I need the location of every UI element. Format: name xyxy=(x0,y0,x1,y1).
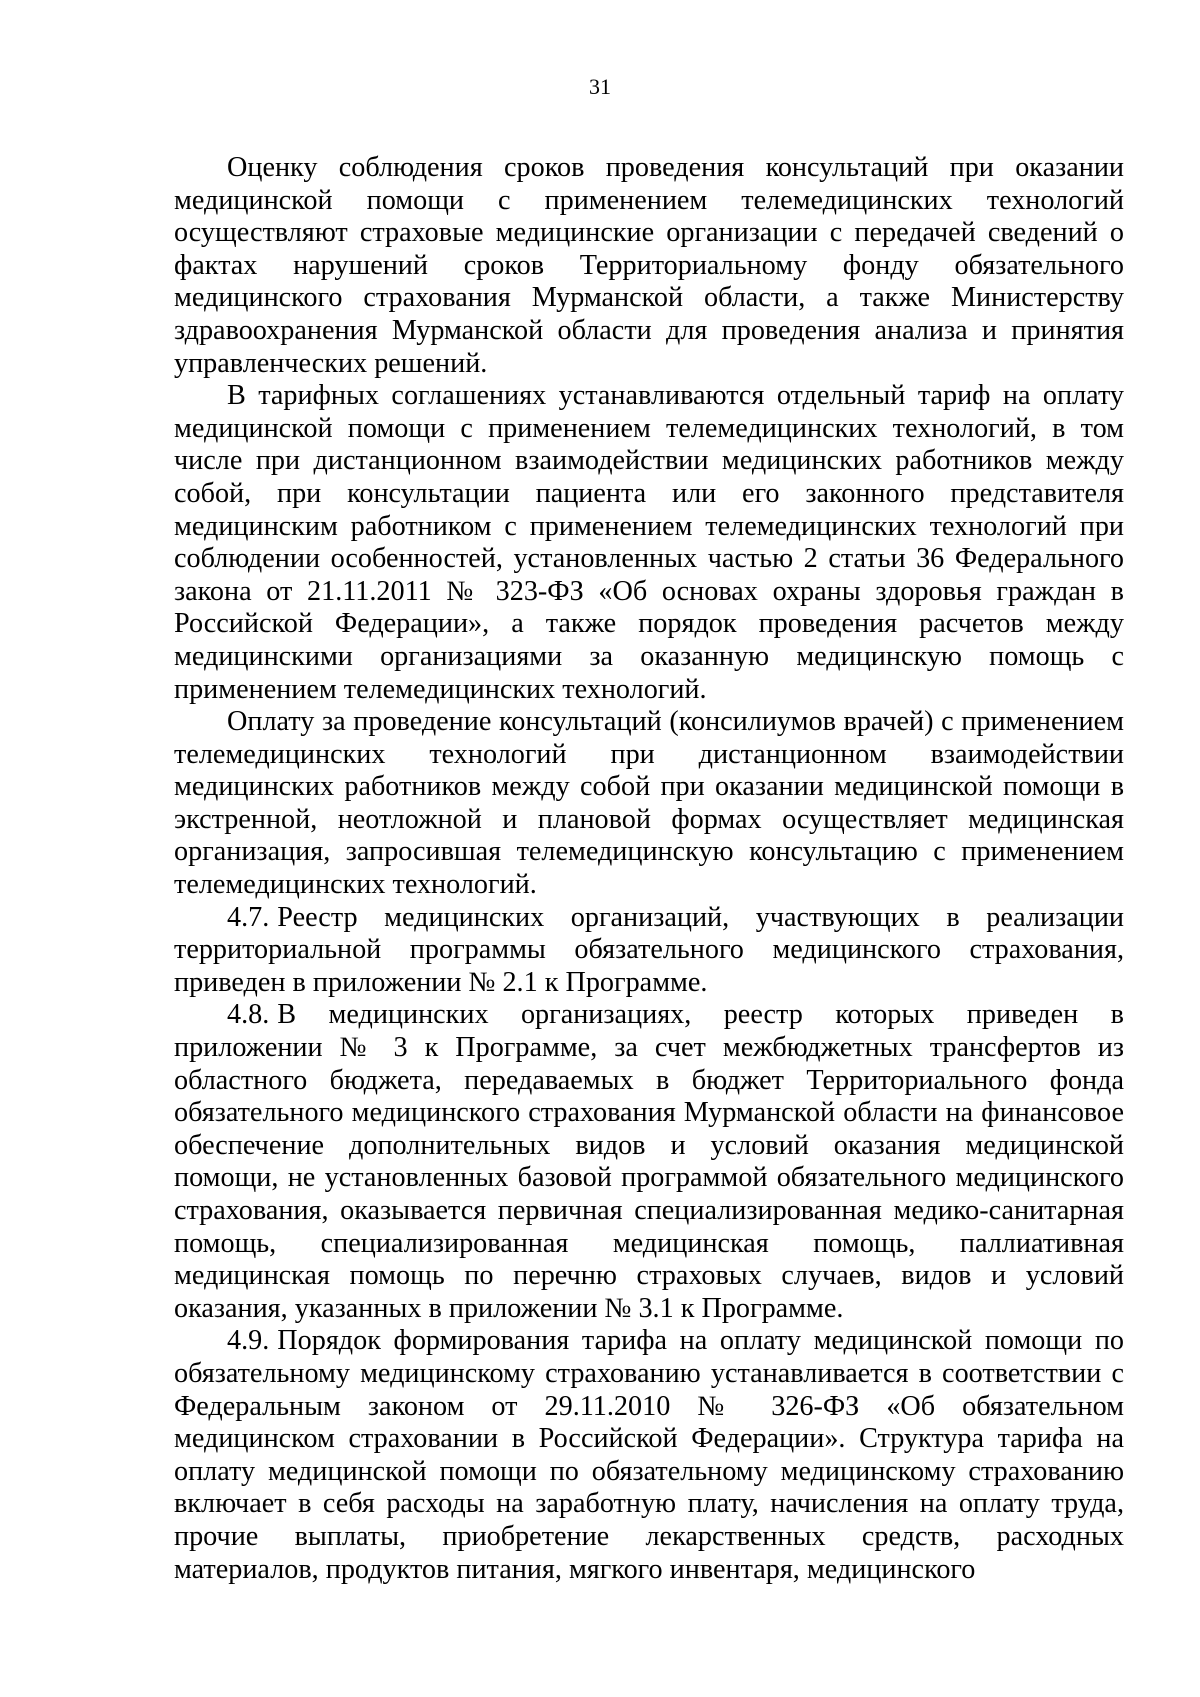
paragraph-number: 4.7. xyxy=(227,901,270,933)
paragraph-number: 4.9. xyxy=(227,1325,270,1357)
paragraph-4-9 xyxy=(174,1325,1124,1586)
paragraph-number: 4.8. xyxy=(227,999,270,1031)
document-body xyxy=(174,152,1124,1586)
paragraph-4-8 xyxy=(174,999,1124,1325)
paragraph-text: Оплату за проведение консультаций (консилиумов врачей) с применением телемедицинских технологий при дистанционном взаимодействии медицинских работников между собой при оказании медицинской помощи в экстренной, неотложной и плановой формах осуществляет медицинская организация, запросившая телемедицинскую консультацию с применением телемедицинских технологий. xyxy=(174,706,1124,901)
paragraph-text: В тарифных соглашениях устанавливаются отдельный тариф на оплату медицинской помощи с применением телемедицинских технологий, в том числе при дистанционном взаимодействии медицинских работников между собой, при консультации пациента или его законного представителя медицинским работником с применением телемедицинских технологий при соблюдении особенностей, установленных частью 2 статьи 36 Федерального закона от 21.11.2011 № 323-ФЗ «Об основах охраны здоровья граждан в Российской Федерации», а также порядок проведения расчетов между медицинскими организациями за оказанную медицинскую помощь с применением телемедицинских технологий. xyxy=(174,380,1124,705)
paragraph-consultation-payment xyxy=(174,706,1124,902)
paragraph-text: В медицинских организациях, реестр которых приведен в приложении № 3 к Программе, за счет межбюджетных трансфертов из областного бюджета, передаваемых в бюджет Территориального фонда обязательного медицинского страхования Мурманской области на финансовое обеспечение дополнительных видов и условий оказания медицинской помощи, не установленных базовой программой обязательного медицинского страхования, оказывается первичная специализированная медико-санитарная помощь, специализированная медицинская помощь, паллиативная медицинская помощь по перечню страховых случаев, видов и условий оказания, указанных в приложении № 3.1 к Программе. xyxy=(174,999,1124,1324)
paragraph-tariff-agreements xyxy=(174,380,1124,706)
paragraph-text: Оценку соблюдения сроков проведения консультаций при оказании медицинской помощи с применением телемедицинских технологий осуществляют страховые медицинские организации с передачей сведений о фактах нарушений сроков Территориальному фонду обязательного медицинского страхования Мурманской области, а также Министерству здравоохранения Мурманской области для проведения анализа и принятия управленческих решений. xyxy=(174,152,1124,379)
paragraph-text: Порядок формирования тарифа на оплату медицинской помощи по обязательному медицинскому страхованию устанавливается в соответствии с Федеральным законом от 29.11.2010 № 326-ФЗ «Об обязательном медицинском страховании в Российской Федерации». Структура тарифа на оплату медицинской помощи по обязательному медицинскому страхованию включает в себя расходы на заработную плату, начисления на оплату труда, прочие выплаты, приобретение лекарственных средств, расходных материалов, продуктов питания, мягкого инвентаря, медицинского xyxy=(174,1325,1124,1585)
paragraph-4-7 xyxy=(174,902,1124,1000)
page-number: 31 xyxy=(589,74,611,99)
paragraph-text: Реестр медицинских организаций, участвующих в реализации территориальной программы обязательного медицинского страхования, приведен в приложении № 2.1 к Программе. xyxy=(174,901,1124,998)
paragraph-telemedicine-deadlines xyxy=(174,152,1124,380)
